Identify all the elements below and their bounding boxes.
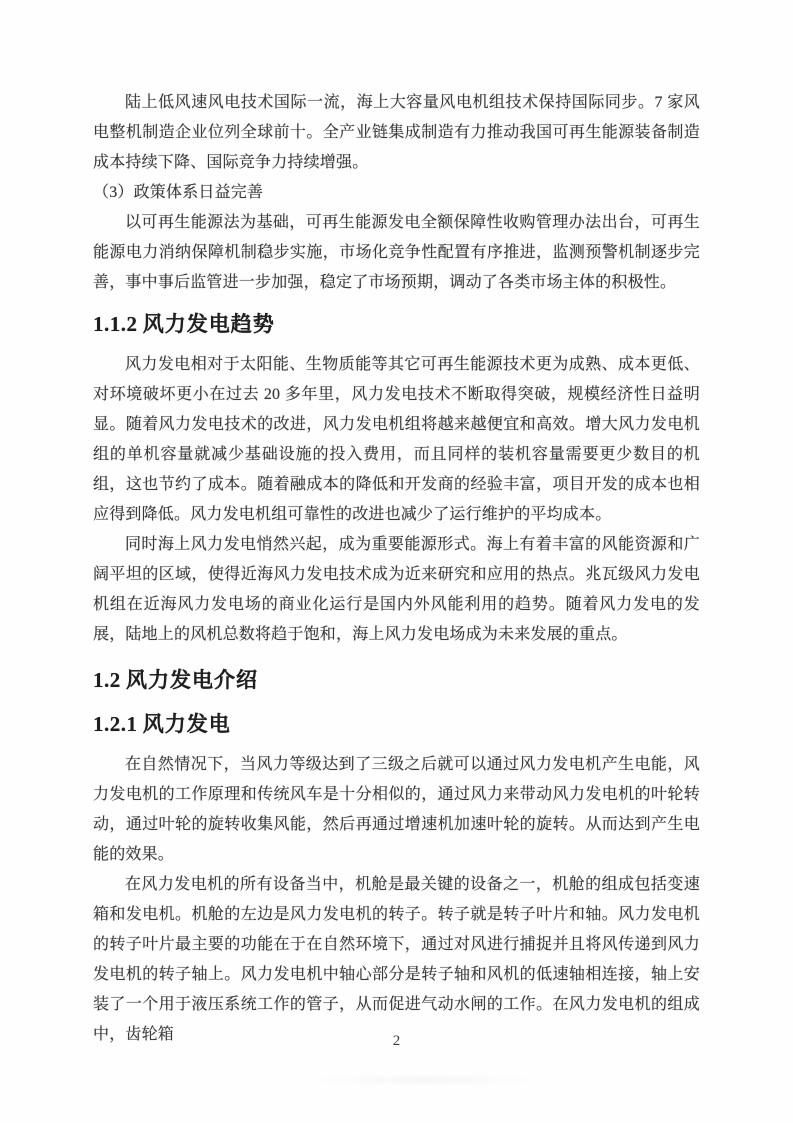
section-heading-1-2-1 [93, 710, 700, 738]
heading-number: 1.1.2 [93, 312, 138, 336]
paragraph: 以可再生能源法为基础，可再生能源发电全额保障性收购管理办法出台，可再生能源电力消纳保障机制稳步实施，市场化竞争性配置有序推进，监测预警机制逐步完善，事中事后监管进一步加强，稳定了市场预期，调动了各类市场主体的积极性。 [93, 214, 700, 291]
heading-title: 风力发电趋势 [142, 311, 275, 336]
page-footer [0, 1031, 793, 1051]
section-heading-1-1-2 [93, 310, 700, 338]
paragraph: 在自然情况下，当风力等级达到了三级之后就可以通过风力发电机产生电能，风力发电机的工作原理和传统风车是十分相似的，通过风力来带动风力发电机的叶轮转动，通过叶轮的旋转收集风能，然后再通过增速机加速叶轮的旋转。从而达到产生电能的效果。 [93, 756, 700, 863]
heading-number: 1.2 [93, 668, 121, 692]
paragraph: 风力发电相对于太阳能、生物质能等其它可再生能源技术更为成熟、成本更低、对环境破坏更小在过去 20 多年里，风力发电技术不断取得突破，规模经济性日益明显。随着风力发电技术的改进，风力发电机组将越来越便宜和高效。增大风力发电机组的单机容量就减少基础设施的投入费用，而且同样的装机容量需要更少数目的机组，这也节约了成本。随着融成本的降低和开发商的经验丰富，项目开发的成本也相应得到降低。风力发电机组可靠性的改进也减少了运行维护的平均成本。 [93, 356, 700, 523]
page-number: 2 [392, 1033, 401, 1049]
paragraph: 陆上低风速风电技术国际一流，海上大容量风电机组技术保持国际同步。7 家风电整机制造企业位列全球前十。全产业链集成制造有力推动我国可再生能源装备制造成本持续下降、国际竞争力持续增强。 [93, 94, 700, 171]
paragraph: 同时海上风力发电悄然兴起，成为重要能源形式。海上有着丰富的风能资源和广阔平坦的区域，使得近海风力发电技术成为近来研究和应用的热点。兆瓦级风力发电机组在近海风力发电场的商业化运行是国内外风能利用的趋势。随着风力发电的发展，陆地上的风机总数将趋于饱和，海上风力发电场成为未来发展的重点。 [93, 536, 700, 643]
heading-title: 风力发电介绍 [126, 667, 258, 692]
paragraph: 在风力发电机的所有设备当中，机舱是最关键的设备之一，机舱的组成包括变速箱和发电机。机舱的左边是风力发电机的转子。转子就是转子叶片和轴。风力发电机的转子叶片最主要的功能在于在自然环境下，通过对风进行捕捉并且将风传递到风力发电机的转子轴上。风力发电机中轴心部分是转子轴和风机的低速轴相连接，轴上安装了一个用于液压系统工作的管子，从而促进气动水闸的工作。在风力发电机的组成中，齿轮箱 [93, 876, 700, 1043]
list-line-policy: （3）政策体系日益完善 [93, 184, 264, 201]
heading-title: 风力发电 [142, 711, 231, 736]
scan-artifact [300, 1076, 550, 1084]
heading-number: 1.2.1 [93, 712, 138, 736]
section-heading-1-2 [93, 666, 700, 694]
